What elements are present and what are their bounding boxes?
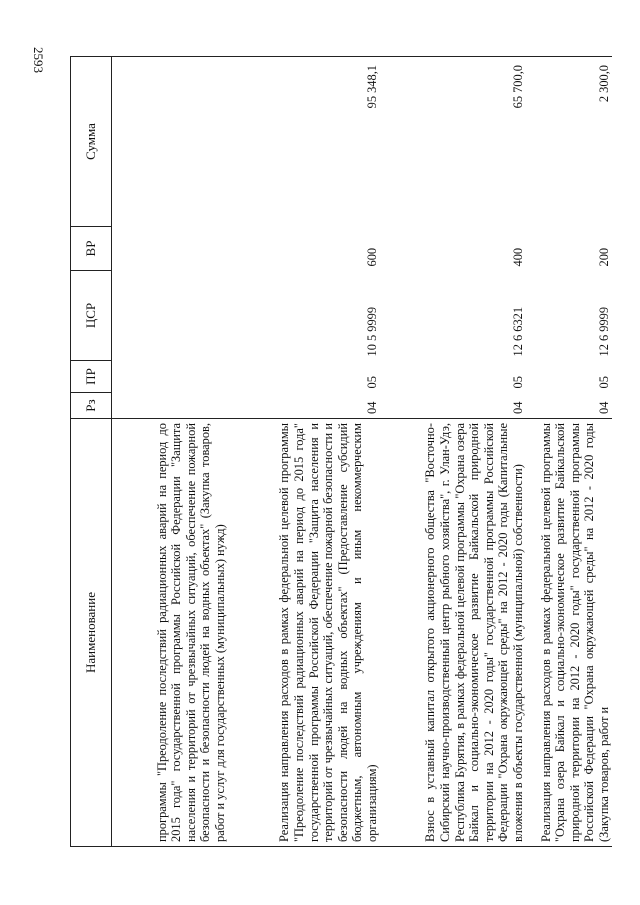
row-name: Реализация направления расходов в рамках федеральной целевой программы "Преодоление последствий радиационных аварий на период до 2015 года" государственной программы Российской Федерации "Защита населения и территорий от чрезвычайных ситуаций, обеспечение пожарной безопасности и безопасности людей на водных объектах" (Предоставление субсидий бюджетным, автономным учреждениям и иным некоммерческим организациям) <box>234 419 380 847</box>
header-vr: ВР <box>71 227 112 271</box>
row-sum: 2 300,0 <box>526 57 612 227</box>
row-rz: 04 <box>510 401 525 414</box>
rotated-page <box>70 57 612 847</box>
row-rz <box>112 393 234 419</box>
row-vr: 200 <box>596 247 611 267</box>
row-rz: 04 <box>596 401 611 414</box>
budget-table <box>70 56 612 847</box>
row-csr: 12 6 6321 <box>510 306 525 357</box>
table-header-row <box>71 57 112 847</box>
row-csr <box>112 271 234 361</box>
row-pr: 05 <box>596 376 611 389</box>
row-name: программы "Преодоление последствий радиационных аварий на период до 2015 года" государственной программы Российской Федерации "Защита населения и территорий от чрезвычайных ситуаций, обеспечение пожарной безопасности и безопасности людей на водных объектах" (Закупка товаров, работ и услуг для государственных (муниципальных) нужд) <box>112 419 234 847</box>
table-row <box>234 57 380 847</box>
table-row <box>526 57 612 847</box>
row-pr <box>112 361 234 393</box>
header-name: Наименование <box>71 419 112 847</box>
row-name: Взнос в уставный капитал открытого акционерного общества "Восточно-Сибирский научно-производственный центр рыбного хозяйства", г. Улан-Удэ, Республика Бурятия, в рамках федеральной целевой программы "Охрана озера Байкал и социально-экономическое развитие Байкальской природной территории на 2012 - 2020 годы" государственной программы Российской Федерации "Охрана окружающей среды" на 2012 - 2020 годы (Капитальные вложения в объекты государственной (муниципальной) собственности) <box>380 419 526 847</box>
row-pr: 05 <box>510 376 525 389</box>
row-csr: 12 6 9999 <box>596 306 611 357</box>
row-vr: 400 <box>510 247 525 267</box>
header-sum: Сумма <box>71 57 112 227</box>
row-csr: 10 5 9999 <box>364 306 379 357</box>
row-rz: 04 <box>364 401 379 414</box>
row-sum: 95 348,1 <box>234 57 380 227</box>
header-csr: ЦСР <box>71 271 112 361</box>
row-vr: 600 <box>364 247 379 267</box>
row-name: Реализация направления расходов в рамках федеральной целевой программы "Охрана озера Байкал и социально-экономическое развитие Байкальской природной территории на 2012 - 2020 годы" государственной программы Российской Федерации "Охрана окружающей среды" на 2012 - 2020 годы (Закупка товаров, работ и <box>526 419 612 847</box>
page-number: 2593 <box>31 47 46 73</box>
table-row <box>112 57 234 847</box>
row-sum: 65 700,0 <box>380 57 526 227</box>
row-vr <box>112 227 234 271</box>
table-row <box>380 57 526 847</box>
row-sum <box>112 57 234 227</box>
header-rz: Рз <box>71 393 112 419</box>
row-pr: 05 <box>364 376 379 389</box>
header-pr: ПР <box>71 361 112 393</box>
